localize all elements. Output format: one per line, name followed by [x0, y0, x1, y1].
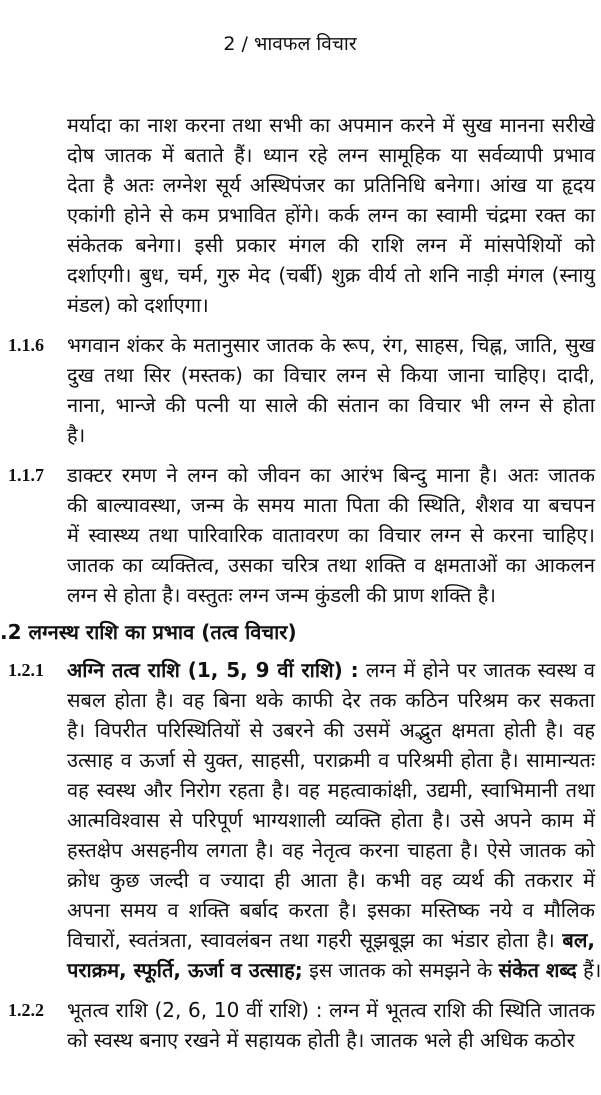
- text-line: [67, 420, 595, 450]
- text: विचारों, स्वतंत्रता, स्वावलंबन तथा गहरी सूझबूझ का भंडार होता है।: [67, 928, 563, 952]
- text: डाक्टर रमण ने लग्न को जीवन का आरंभ बिन्दु माना है। अतः जातक: [67, 463, 595, 487]
- text: को स्वस्थ बनाए रखने में सहायक होती है। जातक भले ही अधिक कठोर: [67, 1028, 575, 1052]
- text-line: [67, 925, 595, 955]
- text-line: [67, 360, 595, 390]
- text-line: [67, 580, 595, 610]
- text-line: [67, 745, 595, 775]
- header-title: भावफल विचार: [253, 33, 357, 55]
- bold-text: अग्नि तत्व राशि (1, 5, 9 वीं राशि) :: [67, 658, 359, 682]
- text-line: [67, 895, 595, 925]
- section-heading: [0, 617, 297, 647]
- text: जातक का व्यक्तित्व, उसका चरित्र तथा शक्ति व क्षमताओं का आकलन: [67, 553, 595, 577]
- paragraph-body: [67, 110, 595, 320]
- text: इस जातक को समझने के: [302, 958, 499, 982]
- text-line: [67, 170, 595, 200]
- text-line: [67, 390, 595, 420]
- text: एकांगी होने से कम प्रभावित होंगे। कर्क लग्न का स्वामी चंद्रमा रक्त का: [67, 203, 595, 227]
- paragraph-body: [67, 995, 595, 1055]
- text-line: [67, 775, 595, 805]
- text-line: [67, 865, 595, 895]
- running-header: [0, 30, 580, 58]
- text-line: [67, 1025, 595, 1055]
- text-line: [67, 995, 595, 1025]
- text-line: [67, 685, 595, 715]
- text-line: [67, 715, 595, 745]
- text-line: [67, 290, 595, 320]
- text: सबल होता है। वह बिना थके काफी देर तक कठिन परिश्रम कर सकता: [67, 688, 595, 712]
- text: हस्तक्षेप असहनीय लगता है। वह नेतृत्व करना चाहता है। ऐसे जातक को: [67, 838, 595, 862]
- text: वह स्वस्थ और निरोग रहता है। वह महत्वाकांक्षी, उद्यमी, स्वाभिमानी तथा: [67, 778, 595, 802]
- paragraph-1-1-6: [0, 330, 600, 450]
- text: है। विपरीत परिस्थितियों से उबरने की उसमें अद्भुत क्षमता होती है। वह: [67, 718, 595, 742]
- text: की बाल्यावस्था, जन्म के समय माता पिता की स्थिति, शैशव या बचपन: [67, 493, 595, 517]
- paragraph-1-2-2: [0, 995, 600, 1055]
- text-line: [67, 330, 595, 360]
- text: क्रोध कुछ जल्दी व ज्यादा ही आता है। कभी वह व्यर्थ की तकरार में: [67, 868, 595, 892]
- header-separator: /: [241, 33, 248, 55]
- text-line: [67, 490, 595, 520]
- text-line: [67, 200, 595, 230]
- text-line: [67, 955, 601, 985]
- paragraph-number: 1.2.1: [8, 660, 44, 680]
- text-line: [67, 110, 595, 140]
- text: उत्साह व ऊर्जा से युक्त, साहसी, पराक्रमी व परिश्रमी होता है। सामान्यतः: [67, 748, 595, 772]
- text-line: [67, 835, 595, 865]
- paragraph-number: 1.1.6: [8, 335, 44, 355]
- text: लग्न में भूतत्व राशि की स्थिति जातक: [322, 998, 595, 1022]
- text: नाना, भान्जे की पत्नी या साले की संतान का विचार भी लग्न से होता: [67, 393, 595, 417]
- bold-text: पराक्रम, स्फूर्ति, ऊर्जा व उत्साह;: [67, 958, 303, 982]
- paragraph-number: 1.1.7: [8, 465, 44, 485]
- bold-text: बल,: [562, 928, 595, 952]
- paragraph-body: [67, 330, 595, 450]
- paragraph-1-1-7: [0, 460, 600, 610]
- text: मर्यादा का नाश करना तथा सभी का अपमान करने में सुख मानना सरीखे: [67, 113, 595, 137]
- text: हैं।: [576, 958, 601, 982]
- page-number: 2: [223, 33, 236, 55]
- text: दर्शाएगी। बुध, चर्म, गुरु मेद (चर्बी) शुक्र वीर्य तो शनि नाड़ी मंगल (स्नायु: [67, 263, 595, 287]
- text: भगवान शंकर के मतानुसार जातक के रूप, रंग, साहस, चिह्न, जाति, सुख: [67, 333, 595, 357]
- text: देता है अतः लग्नेश सूर्य अस्थिपंजर का प्रतिनिधि बनेगा। आंख या हृदय: [67, 173, 595, 197]
- text-line: [67, 520, 595, 550]
- text-line: [67, 655, 595, 685]
- text-line: [67, 805, 595, 835]
- text-line: [67, 140, 595, 170]
- section-title: लग्नस्थ राशि का प्रभाव (तत्व विचार): [28, 620, 297, 644]
- paragraph-1-2-1: [0, 655, 600, 985]
- text: अपना समय व शक्ति बर्बाद करता है। इसका मस्तिष्क नये व मौलिक: [67, 898, 595, 922]
- text: है।: [67, 423, 86, 447]
- text-line: [67, 260, 595, 290]
- text: संकेतक बनेगा। इसी प्रकार मंगल की राशि लग्न में मांसपेशियों को: [67, 233, 595, 257]
- text: लग्न से होता है। वस्तुतः लग्न जन्म कुंडली की प्राण शक्ति है।: [67, 583, 496, 607]
- text: दोष जातक में बताते हैं। ध्यान रहे लग्न सामूहिक या सर्वव्यापी प्रभाव: [67, 143, 595, 167]
- text-line: [67, 230, 595, 260]
- paragraph-number: 1.2.2: [8, 1000, 44, 1020]
- text-line: [67, 550, 595, 580]
- section-number: .2: [0, 620, 22, 644]
- text: भूतत्व राशि (2, 6, 10 वीं राशि) :: [67, 998, 323, 1022]
- text: मंडल) को दर्शाएगा।: [67, 293, 209, 317]
- paragraph-body: [67, 655, 601, 985]
- text: दुख तथा सिर (मस्तक) का विचार लग्न से किया जाना चाहिए। दादी,: [67, 363, 595, 387]
- text: आत्मविश्वास से परिपूर्ण भाग्यशाली व्यक्ति होता है। उसे अपने काम में: [67, 808, 595, 832]
- paragraph-intro: [0, 110, 600, 320]
- text-line: [67, 460, 595, 490]
- bold-text: संकेत शब्द: [498, 958, 577, 982]
- text: लग्न में होने पर जातक स्वस्थ व: [358, 658, 595, 682]
- paragraph-body: [67, 460, 595, 610]
- text: में स्वास्थ्य तथा पारिवारिक वातावरण का विचार लग्न से करना चाहिए।: [67, 523, 595, 547]
